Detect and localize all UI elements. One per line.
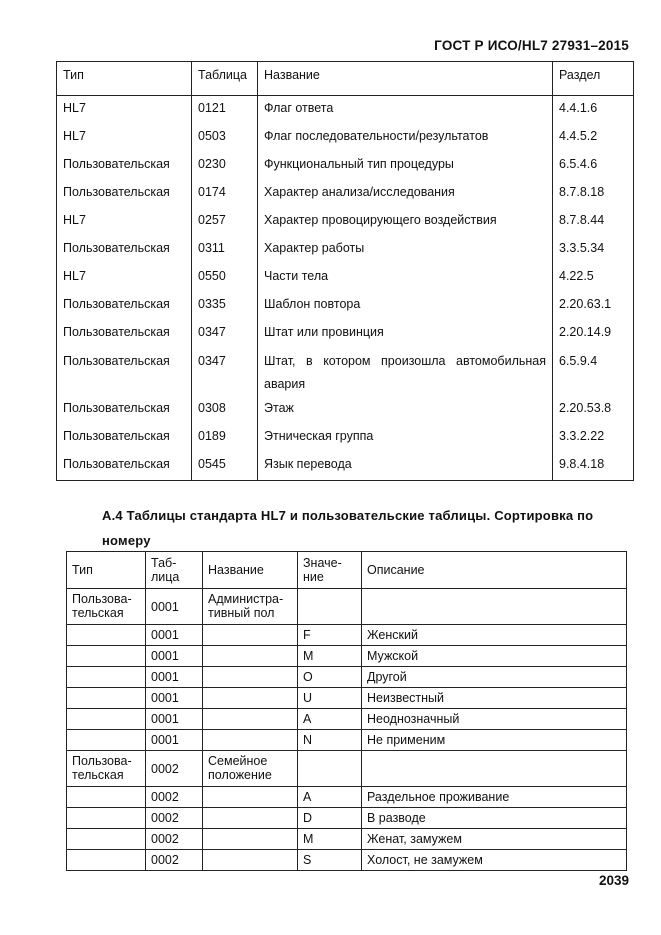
cell-description: В разводе [362,808,627,829]
cell-type [67,808,146,829]
cell-type: HL7 [63,213,86,227]
col-type-header: Тип [67,552,146,589]
table2-header-row [67,552,627,589]
cell-table: 0001 [146,667,203,688]
cell-type [67,646,146,667]
cell-value: U [298,688,362,709]
table-row [57,292,634,320]
cell-type [67,829,146,850]
cell-type [67,730,146,751]
cell-name [203,808,298,829]
cell-section: 2.20.53.8 [553,396,634,424]
cell-section: 8.7.8.18 [553,180,634,208]
cell-description: Мужской [362,646,627,667]
cell-description: Женский [362,625,627,646]
col-table-header: Таблица [192,62,258,96]
table-row [57,320,634,348]
cell-name [203,850,298,871]
cell-table: 0230 [192,152,258,180]
table-row [57,264,634,292]
cell-description: Неоднозначный [362,709,627,730]
cell-name: Штат или провинция [258,320,553,348]
cell-table: 0121 [192,96,258,125]
cell-name [203,667,298,688]
cell-value: S [298,850,362,871]
cell-name: Семейное положение [203,751,298,787]
cell-type [67,850,146,871]
cell-description: Другой [362,667,627,688]
cell-table: 0001 [146,688,203,709]
cell-name [203,787,298,808]
cell-section: 8.7.8.44 [553,208,634,236]
cell-type: Пользова- тельская [67,751,146,787]
cell-name [203,730,298,751]
cell-value: O [298,667,362,688]
cell-type: HL7 [63,269,86,283]
page-number: 2039 [598,873,629,888]
table-row [57,124,634,152]
cell-name [203,625,298,646]
cell-table: 0335 [192,292,258,320]
table-row [57,452,634,481]
table-row [57,424,634,452]
cell-name: Характер провоцирующего воздействия [258,208,553,236]
table-row [67,709,627,730]
tables-by-name-table [56,61,634,481]
cell-value: M [298,646,362,667]
cell-table: 0545 [192,452,258,481]
cell-name: Администра- тивный пол [203,589,298,625]
cell-table: 0257 [192,208,258,236]
cell-description [362,589,627,625]
cell-name: Характер анализа/исследования [258,180,553,208]
table-row [57,152,634,180]
col-section-header: Раздел [553,62,634,96]
cell-name: Шаблон повтора [258,292,553,320]
cell-type: HL7 [63,129,86,143]
cell-name [203,688,298,709]
table1-header-row [57,62,634,96]
cell-type: Пользова- тельская [67,589,146,625]
document-header: ГОСТ Р ИСО/HL7 27931–2015 [434,38,629,53]
cell-value: D [298,808,362,829]
cell-type [67,709,146,730]
cell-name: Этаж [258,396,553,424]
cell-value: A [298,787,362,808]
cell-type: HL7 [63,101,86,115]
cell-description [362,751,627,787]
table-row [57,396,634,424]
cell-name [203,829,298,850]
cell-section: 2.20.63.1 [553,292,634,320]
table-row [67,625,627,646]
cell-table: 0002 [146,787,203,808]
cell-type: Пользовательская [63,354,170,368]
cell-description: Раздельное проживание [362,787,627,808]
cell-table: 0189 [192,424,258,452]
cell-table: 0550 [192,264,258,292]
cell-section: 4.22.5 [553,264,634,292]
cell-type [67,667,146,688]
section-caption: А.4 Таблицы стандарта HL7 и пользовательские таблицы. Сортировка по номеру [102,508,594,548]
cell-table: 0001 [146,709,203,730]
table-row [67,730,627,751]
cell-section: 3.3.2.22 [553,424,634,452]
table-row [57,208,634,236]
cell-name: Флаг ответа [258,96,553,125]
cell-value [298,589,362,625]
cell-value: N [298,730,362,751]
table-row [67,589,627,625]
table-row [67,646,627,667]
cell-type: Пользовательская [63,429,170,443]
cell-name: Флаг последовательности/результатов [258,124,553,152]
cell-section: 4.4.1.6 [553,96,634,125]
cell-table: 0002 [146,829,203,850]
table-row [67,667,627,688]
cell-value: F [298,625,362,646]
table-row [57,348,634,396]
cell-description: Неизвестный [362,688,627,709]
cell-type: Пользовательская [63,157,170,171]
cell-name: Части тела [258,264,553,292]
cell-type: Пользовательская [63,325,170,339]
cell-type: Пользовательская [63,297,170,311]
table-row [57,236,634,264]
cell-name: Этническая группа [258,424,553,452]
cell-table: 0001 [146,646,203,667]
tables-by-number-table [66,551,627,871]
cell-table: 0174 [192,180,258,208]
col-table-header: Таб- лица [146,552,203,589]
cell-table: 0001 [146,730,203,751]
cell-name: Язык перевода [258,452,553,481]
col-name-header: Название [258,62,553,96]
col-type-header: Тип [57,62,192,96]
table-row [67,751,627,787]
cell-section: 6.5.4.6 [553,152,634,180]
cell-table: 0001 [146,625,203,646]
cell-section: 9.8.4.18 [553,452,634,481]
cell-section: 4.4.5.2 [553,124,634,152]
cell-type [67,787,146,808]
cell-type: Пользовательская [63,401,170,415]
cell-type: Пользовательская [63,185,170,199]
cell-description: Женат, замужем [362,829,627,850]
cell-type [67,688,146,709]
cell-name [203,646,298,667]
cell-table: 0002 [146,850,203,871]
cell-type: Пользовательская [63,241,170,255]
cell-section: 6.5.9.4 [553,348,634,396]
table-row [57,180,634,208]
cell-table: 0002 [146,751,203,787]
col-description-header: Описание [362,552,627,589]
table-row [67,688,627,709]
cell-name [203,709,298,730]
cell-type [67,625,146,646]
cell-table: 0503 [192,124,258,152]
table-row [67,808,627,829]
cell-table: 0347 [192,348,258,396]
cell-value: A [298,709,362,730]
cell-section: 3.3.5.34 [553,236,634,264]
col-name-header: Название [203,552,298,589]
table-row [67,787,627,808]
cell-table: 0347 [192,320,258,348]
table-row [67,850,627,871]
cell-value [298,751,362,787]
cell-section: 2.20.14.9 [553,320,634,348]
cell-value: M [298,829,362,850]
cell-name: Характер работы [258,236,553,264]
col-value-header: Значе- ние [298,552,362,589]
cell-name: Штат, в котором произошла автомобильная авария [258,348,553,396]
cell-description: Не применим [362,730,627,751]
table-row [57,96,634,125]
cell-name: Функциональный тип процедуры [258,152,553,180]
cell-type: Пользовательская [63,457,170,471]
cell-table: 0308 [192,396,258,424]
cell-table: 0001 [146,589,203,625]
cell-table: 0002 [146,808,203,829]
table-row [67,829,627,850]
cell-table: 0311 [192,236,258,264]
cell-description: Холост, не замужем [362,850,627,871]
